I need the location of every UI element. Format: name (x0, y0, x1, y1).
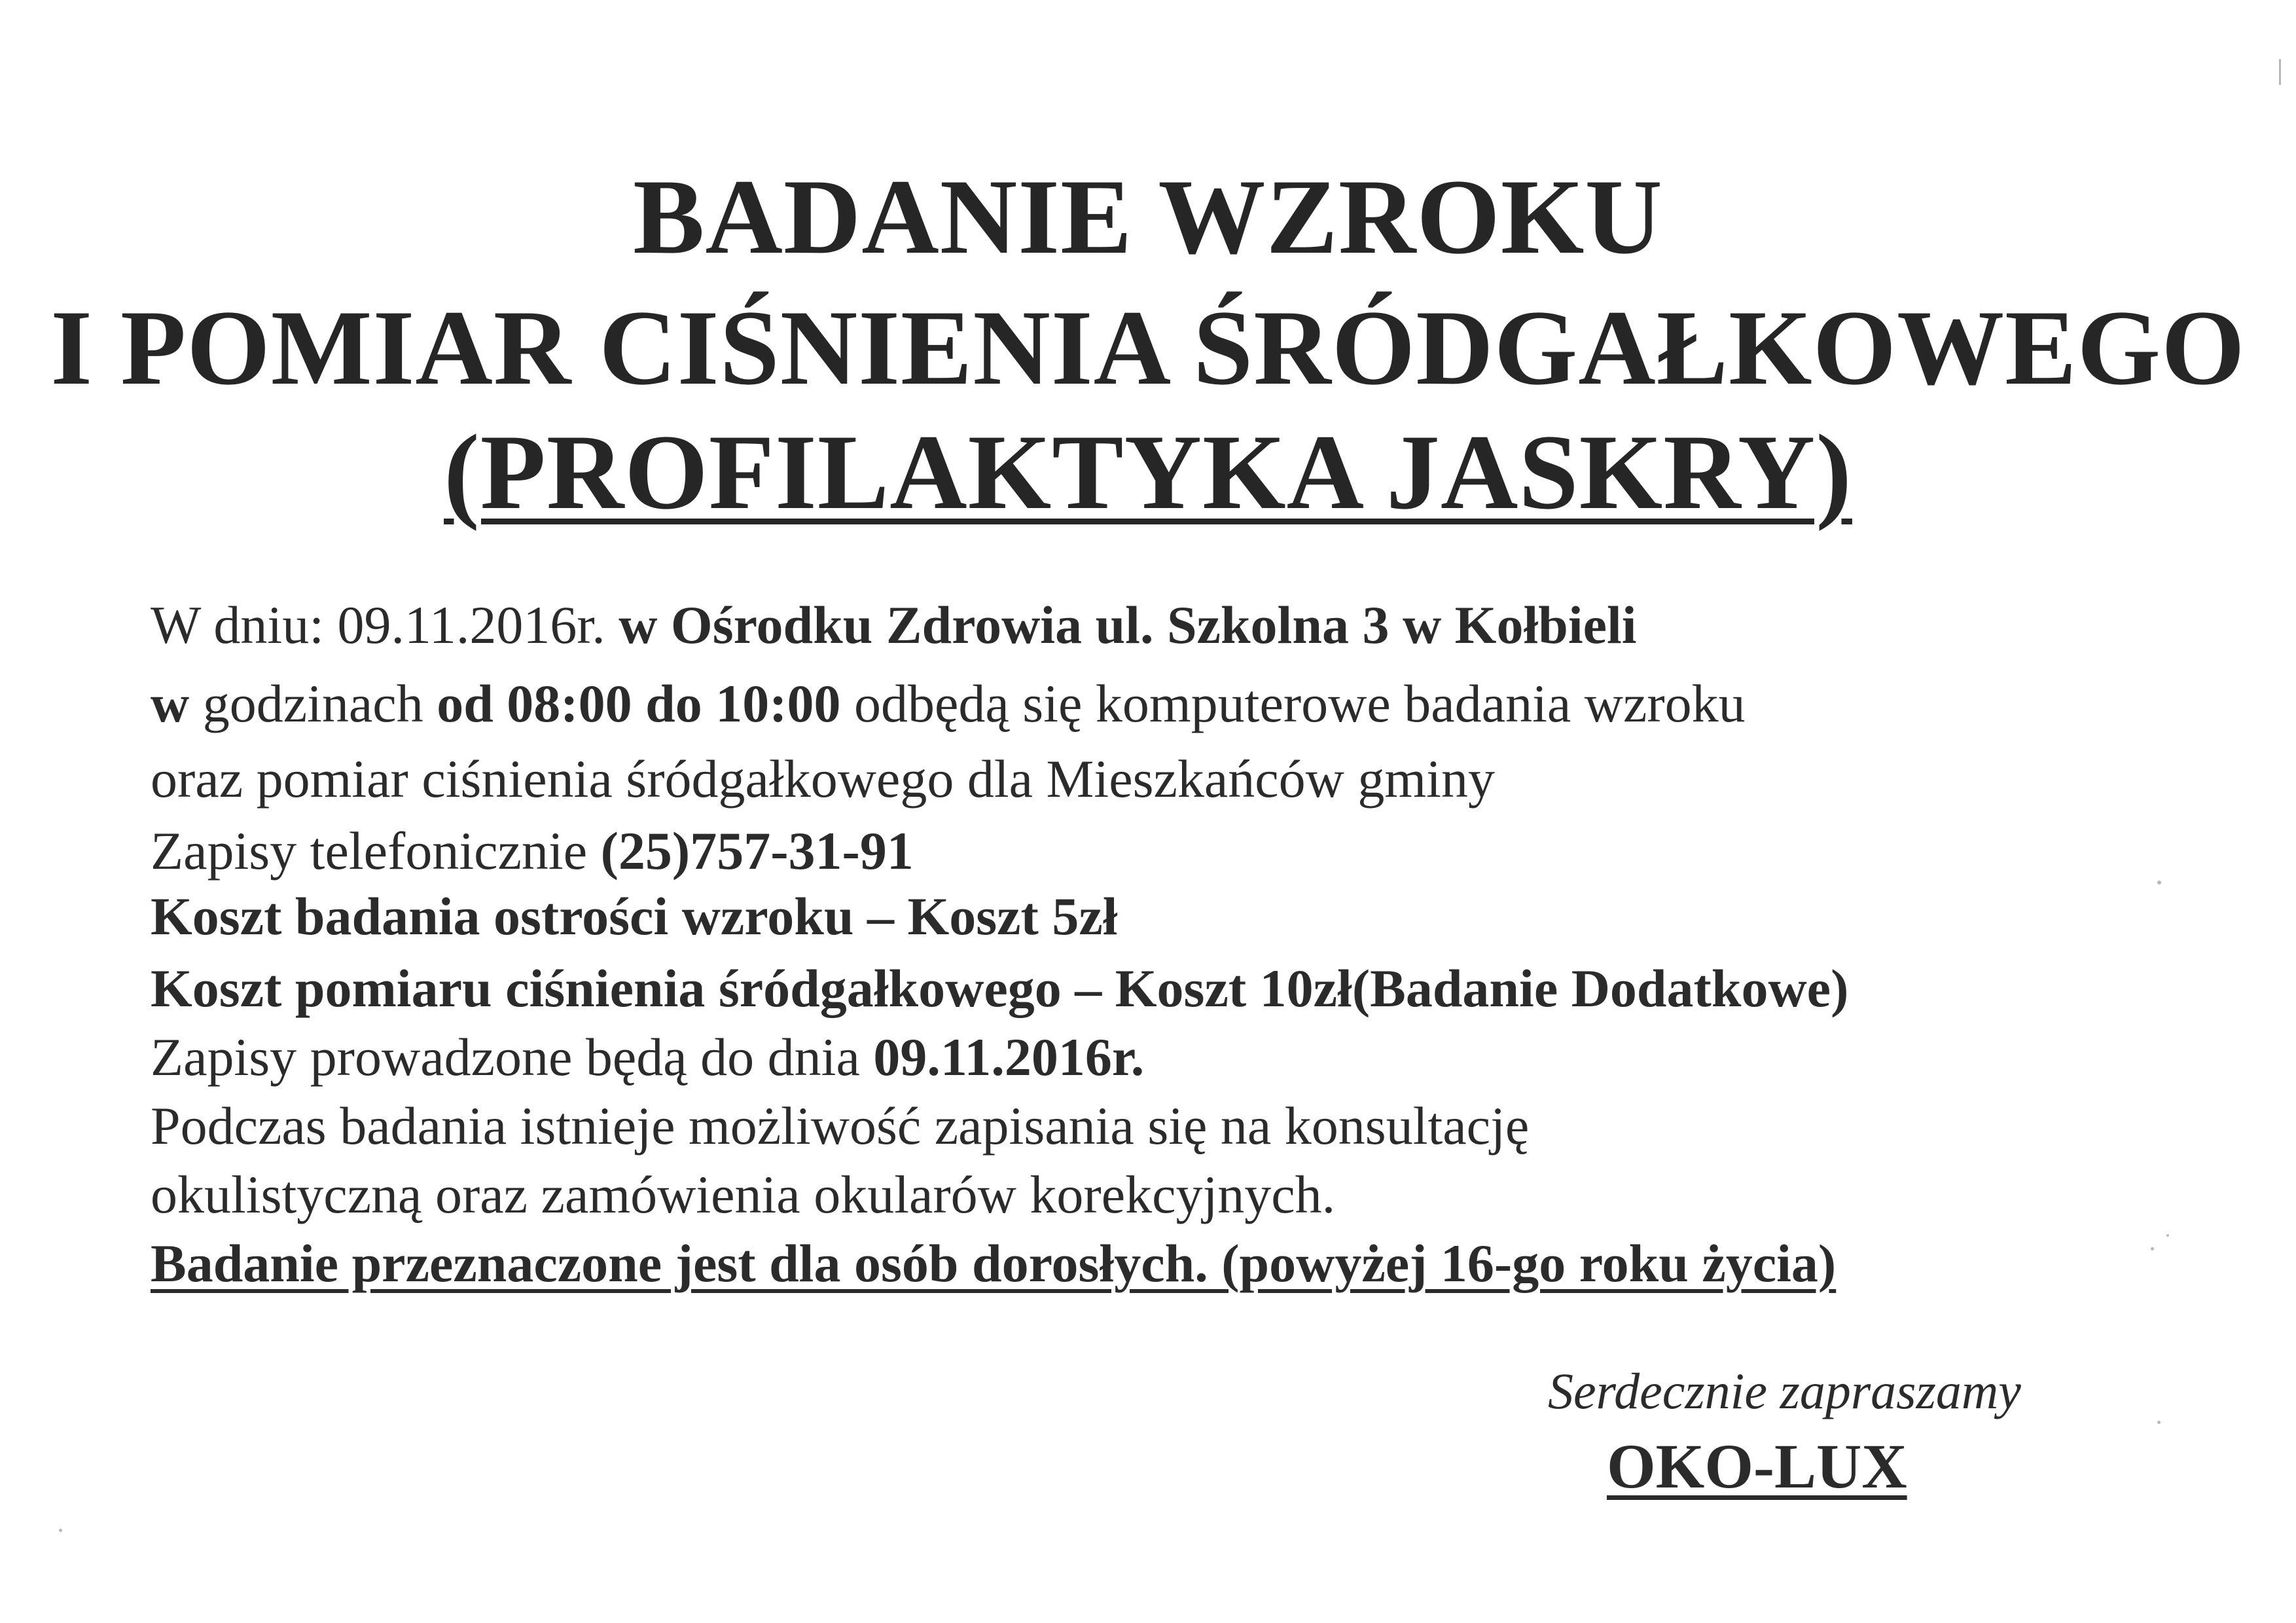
title-line-2: I POMIAR CIŚNIENIA ŚRÓDGAŁKOWEGO (50, 289, 2246, 407)
title-line-3 (0, 413, 2296, 532)
scan-speck (2157, 1421, 2161, 1424)
title-line-3-text: (PROFILAKTYKA JASKRY) (444, 413, 1852, 532)
adults-only-line (151, 1234, 1836, 1293)
adults-only-text: Badanie przeznaczone jest dla osób dorosłych. (powyżej 16-go roku życia) (151, 1233, 1837, 1293)
hours-prefix: w (151, 674, 203, 733)
signature-text: OKO-LUX (1607, 1431, 1907, 1501)
cost-acuity-text: Koszt badania ostrości wzroku – Koszt 5zł (151, 886, 1118, 946)
glasses-line: okulistyczną oraz zamówienia okularów korekcyjnych. (151, 1165, 1336, 1224)
date-text: W dniu: 09.11.2016r. (151, 595, 619, 655)
deadline-date: 09.11.2016r. (873, 1027, 1145, 1087)
phone-number: (25)757-31-91 (600, 821, 914, 881)
deadline-label: Zapisy prowadzone będą do dnia (151, 1027, 874, 1087)
title-line-1: BADANIE WZROKU (633, 158, 1663, 276)
closing-text: Serdecznie zapraszamy (1548, 1362, 2021, 1419)
deadline-line (151, 1028, 1144, 1087)
scan-speck (2151, 1247, 2154, 1250)
cost-acuity-line (151, 887, 1118, 946)
hours-word: godzinach (202, 674, 437, 733)
cost-pressure-text: Koszt pomiaru ciśnienia śródgałkowego – Koszt 10zł(Badanie Dodatkowe) (151, 958, 1849, 1018)
scan-speck (2166, 1234, 2169, 1237)
scan-speck (2157, 881, 2161, 884)
pressure-line: oraz pomiar ciśnienia śródgałkowego dla Mieszkańców gminy (151, 749, 1495, 809)
phone-line (151, 822, 914, 881)
location-text: w Ośrodku Zdrowia ul. Szkolna 3 w Kołbieli (619, 595, 1637, 655)
scan-speck (2279, 59, 2281, 85)
hours-range: od 08:00 do 10:00 (437, 674, 841, 733)
date-location-line (151, 596, 1637, 655)
hours-suffix: odbędą się komputerowe badania wzroku (840, 674, 1746, 733)
hours-line (151, 674, 1746, 733)
phone-label: Zapisy telefonicznie (151, 821, 601, 881)
consultation-line: Podczas badania istnieje możliwość zapisania się na konsultację (151, 1096, 1530, 1156)
cost-pressure-line (151, 959, 1848, 1018)
scan-speck (59, 1529, 62, 1532)
